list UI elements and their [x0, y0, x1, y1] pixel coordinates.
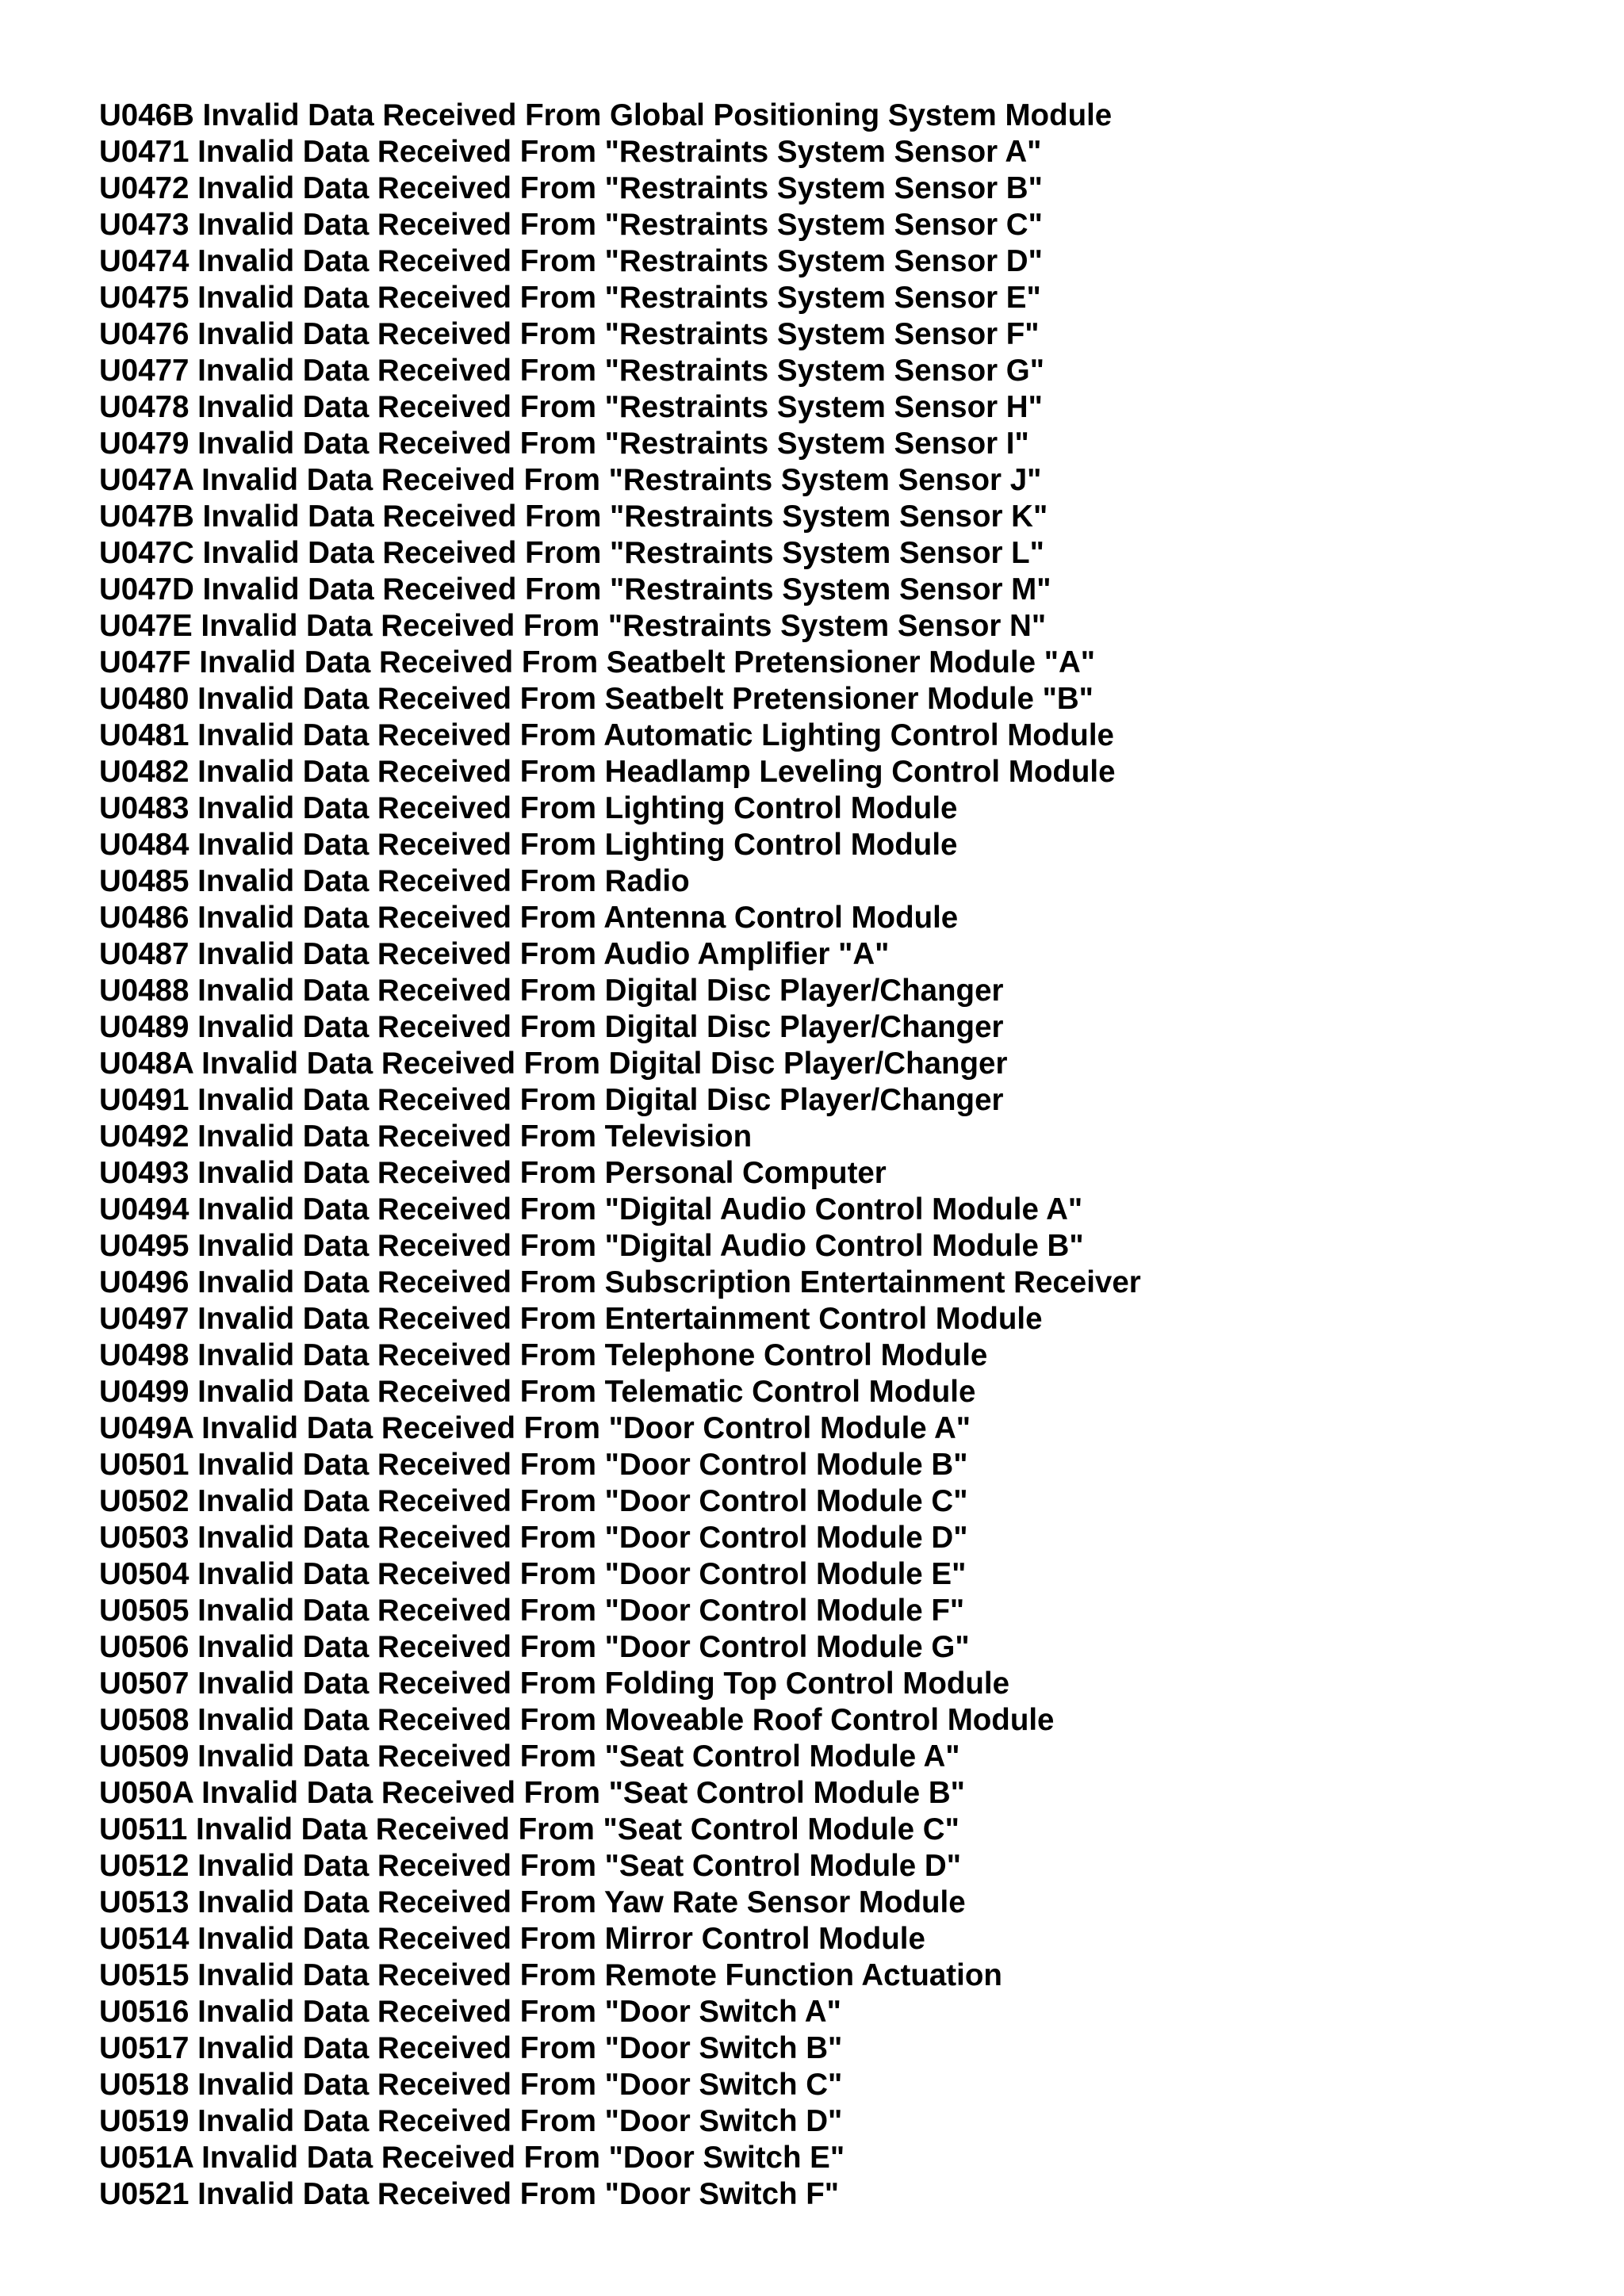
dtc-line: U046B Invalid Data Received From Global Positioning System Module — [99, 98, 1113, 132]
dtc-line: U047A Invalid Data Received From "Restraints System Sensor J" — [99, 463, 1042, 497]
dtc-line: U0518 Invalid Data Received From "Door Switch C" — [99, 2068, 843, 2102]
dtc-line: U0496 Invalid Data Received From Subscription Entertainment Receiver — [99, 1265, 1141, 1299]
dtc-line: U0487 Invalid Data Received From Audio Amplifier "A" — [99, 937, 890, 971]
dtc-line: U0509 Invalid Data Received From "Seat Control Module A" — [99, 1739, 960, 1774]
dtc-line: U0479 Invalid Data Received From "Restraints System Sensor I" — [99, 427, 1029, 461]
dtc-line: U0501 Invalid Data Received From "Door Control Module B" — [99, 1448, 968, 1482]
dtc-line: U0480 Invalid Data Received From Seatbelt Pretensioner Module "B" — [99, 682, 1094, 716]
dtc-line: U049A Invalid Data Received From "Door Control Module A" — [99, 1411, 971, 1445]
dtc-line: U048A Invalid Data Received From Digital Disc Player/Changer — [99, 1047, 1008, 1081]
dtc-line: U0492 Invalid Data Received From Television — [99, 1119, 753, 1154]
dtc-line: U0521 Invalid Data Received From "Door Switch F" — [99, 2177, 839, 2211]
dtc-line: U0482 Invalid Data Received From Headlamp Leveling Control Module — [99, 755, 1116, 789]
dtc-line: U0499 Invalid Data Received From Telematic Control Module — [99, 1375, 976, 1409]
dtc-line: U0519 Invalid Data Received From "Door Switch D" — [99, 2104, 843, 2138]
dtc-line: U0475 Invalid Data Received From "Restraints System Sensor E" — [99, 281, 1041, 315]
dtc-line: U0506 Invalid Data Received From "Door Control Module G" — [99, 1630, 970, 1664]
dtc-line: U0484 Invalid Data Received From Lighting Control Module — [99, 828, 958, 862]
dtc-line: U0502 Invalid Data Received From "Door Control Module C" — [99, 1484, 968, 1518]
dtc-line: U0483 Invalid Data Received From Lighting Control Module — [99, 791, 958, 825]
dtc-line: U0507 Invalid Data Received From Folding Top Control Module — [99, 1667, 1010, 1701]
dtc-line: U0516 Invalid Data Received From "Door Switch A" — [99, 1995, 841, 2029]
dtc-line: U0511 Invalid Data Received From "Seat Control Module C" — [99, 1812, 959, 1846]
dtc-line: U0472 Invalid Data Received From "Restraints System Sensor B" — [99, 171, 1043, 205]
dtc-line: U0497 Invalid Data Received From Entertainment Control Module — [99, 1302, 1043, 1336]
dtc-line: U0512 Invalid Data Received From "Seat Control Module D" — [99, 1849, 961, 1883]
dtc-line: U0505 Invalid Data Received From "Door Control Module F" — [99, 1594, 965, 1628]
dtc-line: U0514 Invalid Data Received From Mirror Control Module — [99, 1922, 925, 1956]
dtc-line: U0493 Invalid Data Received From Personal Computer — [99, 1156, 887, 1190]
dtc-line: U0471 Invalid Data Received From "Restraints System Sensor A" — [99, 135, 1042, 169]
dtc-line: U0503 Invalid Data Received From "Door Control Module D" — [99, 1521, 968, 1555]
dtc-line: U0494 Invalid Data Received From "Digital Audio Control Module A" — [99, 1192, 1083, 1226]
dtc-line: U047D Invalid Data Received From "Restraints System Sensor M" — [99, 572, 1051, 607]
dtc-line: U047F Invalid Data Received From Seatbelt Pretensioner Module "A" — [99, 645, 1096, 679]
dtc-line: U0485 Invalid Data Received From Radio — [99, 864, 690, 898]
dtc-line: U0495 Invalid Data Received From "Digital Audio Control Module B" — [99, 1229, 1084, 1263]
dtc-line: U0504 Invalid Data Received From "Door Control Module E" — [99, 1557, 967, 1591]
dtc-line: U0486 Invalid Data Received From Antenna Control Module — [99, 901, 959, 935]
dtc-line: U0477 Invalid Data Received From "Restraints System Sensor G" — [99, 354, 1044, 388]
dtc-line: U047E Invalid Data Received From "Restraints System Sensor N" — [99, 609, 1047, 643]
dtc-line: U047C Invalid Data Received From "Restraints System Sensor L" — [99, 536, 1044, 570]
dtc-line: U0476 Invalid Data Received From "Restraints System Sensor F" — [99, 317, 1040, 351]
dtc-line: U051A Invalid Data Received From "Door Switch E" — [99, 2141, 845, 2175]
dtc-code-list — [99, 98, 1141, 2213]
dtc-line: U0489 Invalid Data Received From Digital Disc Player/Changer — [99, 1010, 1004, 1044]
dtc-line: U0515 Invalid Data Received From Remote Function Actuation — [99, 1958, 1002, 1992]
dtc-line: U0517 Invalid Data Received From "Door Switch B" — [99, 2031, 843, 2065]
dtc-line: U047B Invalid Data Received From "Restraints System Sensor K" — [99, 499, 1048, 534]
dtc-line: U0491 Invalid Data Received From Digital Disc Player/Changer — [99, 1083, 1004, 1117]
dtc-line: U0498 Invalid Data Received From Telephone Control Module — [99, 1338, 988, 1372]
dtc-line: U0473 Invalid Data Received From "Restraints System Sensor C" — [99, 208, 1043, 242]
dtc-line: U0481 Invalid Data Received From Automatic Lighting Control Module — [99, 718, 1114, 752]
dtc-line: U0478 Invalid Data Received From "Restraints System Sensor H" — [99, 390, 1043, 424]
dtc-line: U0488 Invalid Data Received From Digital Disc Player/Changer — [99, 974, 1004, 1008]
dtc-line: U050A Invalid Data Received From "Seat Control Module B" — [99, 1776, 965, 1810]
dtc-line: U0513 Invalid Data Received From Yaw Rate Sensor Module — [99, 1885, 966, 1919]
dtc-line: U0508 Invalid Data Received From Moveable Roof Control Module — [99, 1703, 1055, 1737]
dtc-line: U0474 Invalid Data Received From "Restraints System Sensor D" — [99, 244, 1043, 278]
